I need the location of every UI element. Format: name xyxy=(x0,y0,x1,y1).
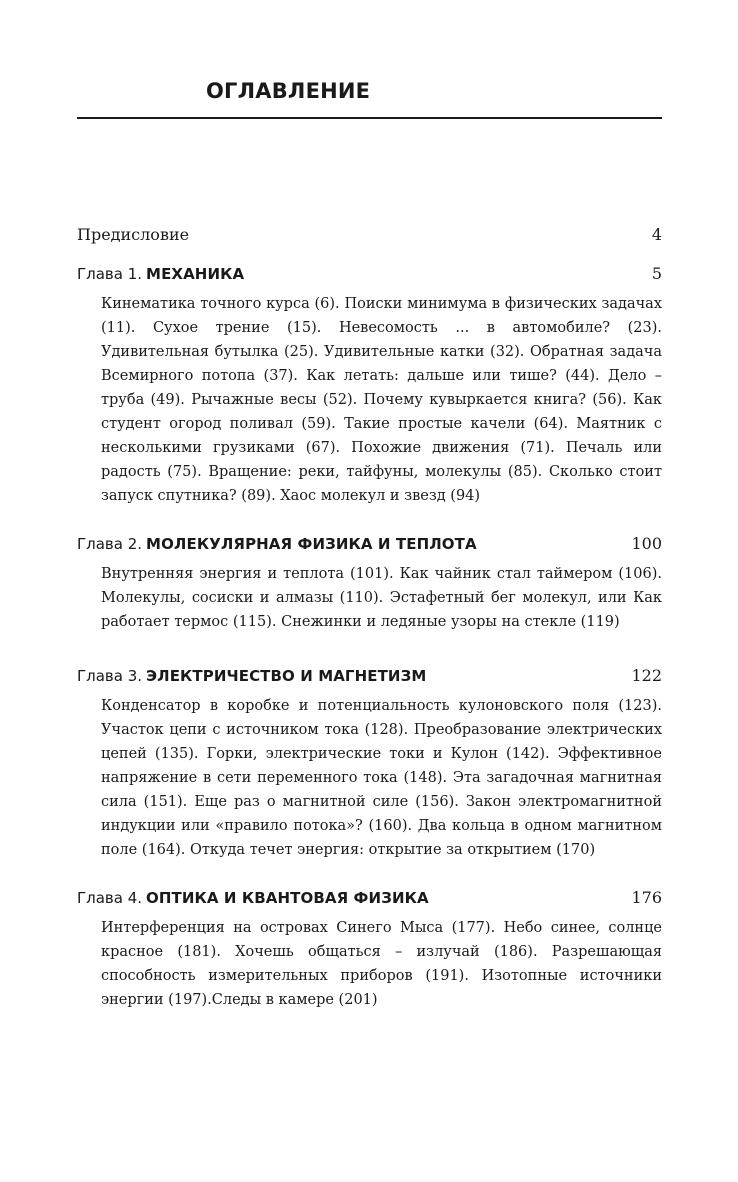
chapter-label: Глава 3. xyxy=(77,667,143,685)
chapter-label: Глава 2. xyxy=(77,535,143,553)
toc-chapter-3 xyxy=(77,664,662,862)
chapter-page-number: 122 xyxy=(631,666,662,685)
chapter-contents: Внутренняя энергия и теплота (101). Как чайник стал таймером (106). Молекулы, сосиски и алмазы (110). Эстафетный бег молекул, или Как работает термос (115). Снежинки и ледяные узоры на стекле (119) xyxy=(101,566,662,630)
title-divider xyxy=(77,117,662,119)
chapter-page-number: 100 xyxy=(631,534,662,553)
chapter-label: Глава 1. xyxy=(77,265,143,283)
chapter-title: ЭЛЕКТРИЧЕСТВО И МАГНЕТИЗМ xyxy=(146,667,427,685)
chapter-contents: Конденсатор в коробке и потенциальность кулоновского поля (123). Участок цепи с источником тока (128). Преобразование электрических цепей (135). Горки, электрические токи и Кулон (142). Эффективное напряжение в сети переменного тока (148). Эта загадочная магнитная сила (151). Еще раз о магнитной силе (156). Закон электромагнитной индукции или «правило потока»? (160). Два кольца в одном магнитном поле (164). Откуда течет энергия: открытие за открытием (170) xyxy=(101,698,662,858)
chapter-heading[interactable] xyxy=(77,886,662,910)
toc-chapter-1 xyxy=(77,262,662,508)
chapter-title: МОЛЕКУЛЯРНАЯ ФИЗИКА И ТЕПЛОТА xyxy=(146,535,477,553)
preface-page-number: 4 xyxy=(651,225,662,244)
toc-entry-preface[interactable] xyxy=(77,224,662,246)
chapter-title: МЕХАНИКА xyxy=(146,265,245,283)
chapter-heading[interactable] xyxy=(77,664,662,688)
chapter-contents: Кинематика точного курса (6). Поиски минимума в физических задачах (11). Сухое трение (15). Невесомость ... в автомобиле? (23). Удивительная бутылка (25). Удивительные катки (32). Обратная задача Всемирного потопа (37). Как летать: дальше или тише? (44). Дело – труба (49). Рычажные весы (52). Почему кувыркается книга? (56). Как студент огород поливал (59). Такие простые качели (64). Маятник с несколькими грузиками (67). Похожие движения (71). Печаль или радость (75). Вращение: реки, тайфуны, молекулы (85). Сколько стоит запуск спутника? (89). Хаос молекул и звезд (94) xyxy=(101,296,662,504)
chapter-page-number: 5 xyxy=(651,264,662,283)
chapter-heading[interactable] xyxy=(77,262,662,286)
toc-chapter-4 xyxy=(77,886,662,1012)
chapter-label: Глава 4. xyxy=(77,889,143,907)
toc-chapter-2 xyxy=(77,532,662,634)
chapter-heading[interactable] xyxy=(77,532,662,556)
page-title: ОГЛАВЛЕНИЕ xyxy=(206,79,371,103)
chapter-title: ОПТИКА И КВАНТОВАЯ ФИЗИКА xyxy=(146,889,429,907)
chapter-contents: Интерференция на островах Синего Мыса (177). Небо синее, солнце красное (181). Хочешь общаться – излучай (186). Разрешающая способность измерительных приборов (191). Изотопные источники энергии (197).Следы в камере (201) xyxy=(101,920,662,1008)
preface-label: Предисловие xyxy=(77,225,190,244)
chapter-page-number: 176 xyxy=(631,888,662,907)
